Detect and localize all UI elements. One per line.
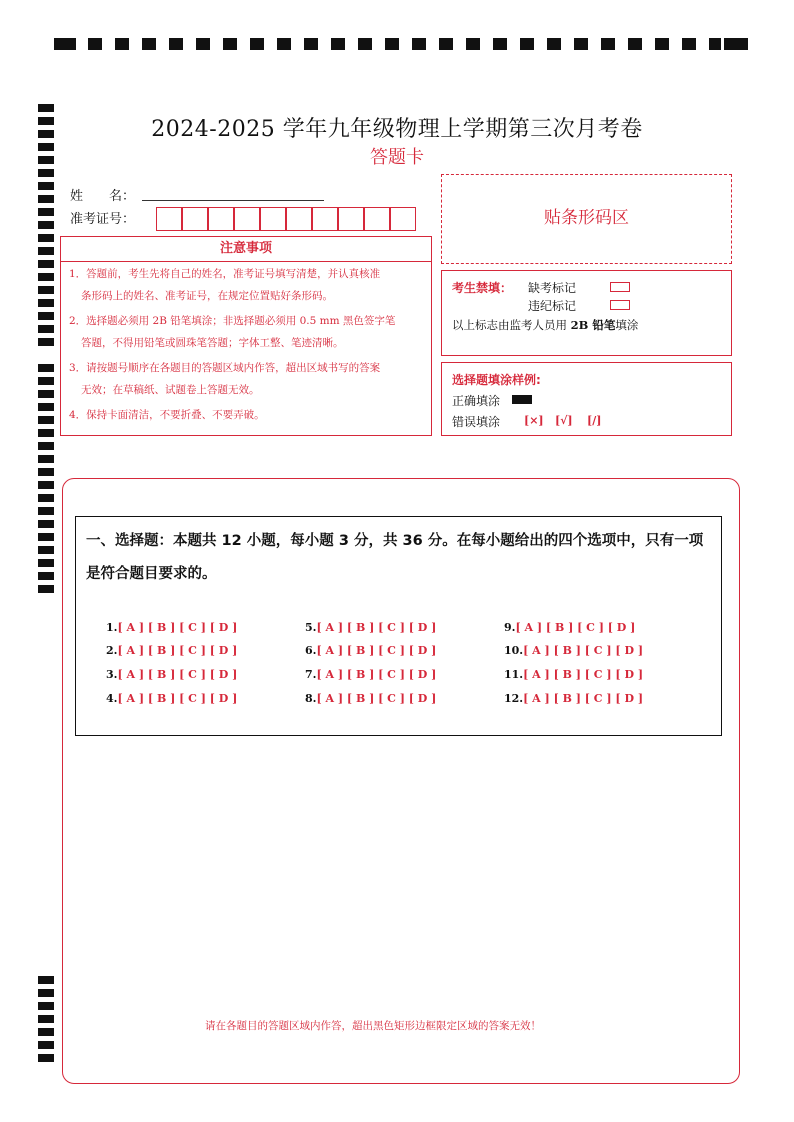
question-row-8[interactable] bbox=[305, 692, 436, 705]
timing-mark bbox=[38, 416, 54, 424]
notice-item-3 bbox=[69, 357, 425, 401]
question-options[interactable]: [ A ] [ B ] [ C ] [ D ] bbox=[117, 621, 238, 634]
question-number: 6. bbox=[305, 644, 317, 657]
timing-mark bbox=[38, 455, 54, 463]
violation-label: 违纪标记 bbox=[528, 299, 577, 313]
timing-mark bbox=[38, 208, 54, 216]
exam-id-cell[interactable] bbox=[234, 207, 260, 231]
name-label: 姓 名： bbox=[70, 189, 136, 204]
prohibit-note-bold: 2B 铅笔 bbox=[570, 318, 616, 332]
timing-mark bbox=[115, 38, 129, 50]
absent-mark-box[interactable] bbox=[610, 282, 630, 292]
timing-mark bbox=[38, 585, 54, 593]
timing-mark bbox=[38, 989, 54, 997]
timing-mark bbox=[601, 38, 615, 50]
question-row-12[interactable] bbox=[504, 692, 643, 705]
timing-mark bbox=[38, 481, 54, 489]
timing-mark bbox=[38, 364, 54, 372]
notice-line: 条形码上的姓名、准考证号，在规定位置贴好条形码。 bbox=[81, 290, 333, 302]
question-options[interactable]: [ A ] [ B ] [ C ] [ D ] bbox=[523, 692, 644, 705]
timing-mark bbox=[38, 520, 54, 528]
timing-mark bbox=[439, 38, 453, 50]
notice-line: 4．保持卡面清洁，不要折叠、不要弄破。 bbox=[69, 409, 265, 421]
timing-mark bbox=[38, 572, 54, 580]
question-options[interactable]: [ A ] [ B ] [ C ] [ D ] bbox=[316, 692, 437, 705]
timing-mark bbox=[38, 468, 54, 476]
timing-mark bbox=[38, 507, 54, 515]
timing-mark bbox=[142, 38, 156, 50]
timing-mark bbox=[38, 338, 54, 346]
notice-item-1 bbox=[69, 263, 425, 307]
question-options[interactable]: [ A ] [ B ] [ C ] [ D ] bbox=[316, 668, 437, 681]
notice-item-2 bbox=[69, 310, 425, 354]
prohibit-note-prefix: 以上标志由监考人员用 bbox=[452, 318, 571, 332]
exam-id-cell[interactable] bbox=[390, 207, 416, 231]
page-title: 2024-2025 学年九年级物理上学期第三次月考卷 bbox=[151, 117, 643, 142]
notice-title: 注意事项 bbox=[61, 237, 431, 262]
question-number: 5. bbox=[305, 621, 317, 634]
timing-mark bbox=[574, 38, 588, 50]
question-row-11[interactable] bbox=[504, 668, 643, 681]
timing-mark bbox=[38, 312, 54, 320]
timing-mark bbox=[358, 38, 372, 50]
timing-mark bbox=[520, 38, 534, 50]
timing-mark bbox=[38, 182, 54, 190]
timing-mark bbox=[682, 38, 696, 50]
timing-mark bbox=[38, 494, 54, 502]
fill-sample-title: 选择题填涂样例: bbox=[452, 373, 541, 387]
fill-sample-box bbox=[441, 362, 732, 436]
question-number: 2. bbox=[106, 644, 118, 657]
timing-mark bbox=[54, 38, 76, 50]
timing-mark bbox=[38, 559, 54, 567]
timing-mark bbox=[38, 325, 54, 333]
exam-id-cell[interactable] bbox=[182, 207, 208, 231]
wrong-fill-label: 错误填涂 bbox=[452, 415, 501, 429]
question-number: 11. bbox=[504, 668, 524, 681]
question-options[interactable]: [ A ] [ B ] [ C ] [ D ] bbox=[117, 668, 238, 681]
timing-mark bbox=[38, 169, 54, 177]
timing-mark bbox=[38, 546, 54, 554]
timing-mark bbox=[466, 38, 480, 50]
notice-line: 答题，不得用铅笔或圆珠笔答题；字体工整、笔迹清晰。 bbox=[81, 337, 344, 349]
timing-mark bbox=[724, 38, 748, 50]
question-number: 4. bbox=[106, 692, 118, 705]
notice-line: 无效；在草稿纸、试题卷上答题无效。 bbox=[81, 384, 260, 396]
question-row-6[interactable] bbox=[305, 644, 436, 657]
timing-mark bbox=[38, 429, 54, 437]
footer-note: 请在各题目的答题区域内作答，超出黑色矩形边框限定区域的答案无效！ bbox=[205, 1020, 541, 1032]
barcode-area bbox=[441, 174, 732, 264]
exam-id-cell[interactable] bbox=[260, 207, 286, 231]
timing-mark bbox=[38, 976, 54, 984]
exam-id-cell[interactable] bbox=[286, 207, 312, 231]
exam-id-cell[interactable] bbox=[156, 207, 182, 231]
timing-mark bbox=[38, 1041, 54, 1049]
timing-mark bbox=[38, 377, 54, 385]
question-number: 7. bbox=[305, 668, 317, 681]
name-input-line[interactable] bbox=[142, 200, 324, 201]
notice-line: 2．选择题必须用 2B 铅笔填涂；非选择题必须用 0.5 mm 黑色签字笔 bbox=[69, 315, 396, 327]
question-options[interactable]: [ A ] [ B ] [ C ] [ D ] bbox=[117, 692, 238, 705]
timing-mark bbox=[223, 38, 237, 50]
prohibit-note bbox=[452, 317, 638, 333]
timing-mark bbox=[412, 38, 426, 50]
timing-mark bbox=[38, 104, 54, 112]
timing-mark bbox=[628, 38, 642, 50]
question-number: 1. bbox=[106, 621, 118, 634]
timing-mark bbox=[331, 38, 345, 50]
section1-intro: 一、选择题：本题共 12 小题，每小题 3 分，共 36 分。在每小题给出的四个选项中，只有一项是符合题目要求的。 bbox=[86, 533, 704, 582]
exam-id-cell[interactable] bbox=[208, 207, 234, 231]
timing-mark bbox=[38, 221, 54, 229]
timing-mark bbox=[38, 533, 54, 541]
question-row-2[interactable] bbox=[106, 644, 237, 657]
timing-mark bbox=[709, 38, 721, 50]
notice-box bbox=[60, 236, 432, 436]
notice-line: 1．答题前，考生先将自己的姓名，准考证号填写清楚，并认真核准 bbox=[69, 268, 381, 280]
correct-fill-label: 正确填涂 bbox=[452, 394, 501, 408]
notice-item-4 bbox=[69, 404, 425, 426]
timing-mark bbox=[250, 38, 264, 50]
timing-mark bbox=[493, 38, 507, 50]
page-subtitle: 答题卡 bbox=[370, 147, 424, 168]
timing-mark bbox=[38, 390, 54, 398]
question-options[interactable]: [ A ] [ B ] [ C ] [ D ] bbox=[316, 621, 437, 634]
wrong-fill-sample-1: [×] bbox=[524, 414, 544, 427]
question-row-5[interactable] bbox=[305, 621, 436, 634]
timing-mark bbox=[304, 38, 318, 50]
timing-mark bbox=[38, 1054, 54, 1062]
wrong-fill-sample-3: [/] bbox=[587, 414, 602, 427]
timing-mark bbox=[38, 234, 54, 242]
question-row-3[interactable] bbox=[106, 668, 237, 681]
prohibit-title: 考生禁填： bbox=[452, 281, 513, 295]
question-row-1[interactable] bbox=[106, 621, 237, 634]
correct-fill-sample bbox=[512, 395, 532, 404]
question-number: 8. bbox=[305, 692, 317, 705]
timing-mark bbox=[277, 38, 291, 50]
violation-mark-box[interactable] bbox=[610, 300, 630, 310]
question-number: 3. bbox=[106, 668, 118, 681]
notice-line: 3．请按题号顺序在各题目的答题区域内作答，超出区域书写的答案 bbox=[69, 362, 381, 374]
question-row-10[interactable] bbox=[504, 644, 643, 657]
timing-mark bbox=[547, 38, 561, 50]
question-row-7[interactable] bbox=[305, 668, 436, 681]
question-number: 12. bbox=[504, 692, 524, 705]
question-options[interactable]: [ A ] [ B ] [ C ] [ D ] bbox=[316, 644, 437, 657]
exam-id-label: 准考证号： bbox=[70, 212, 136, 227]
question-number: 10. bbox=[504, 644, 524, 657]
timing-mark bbox=[38, 260, 54, 268]
timing-mark bbox=[385, 38, 399, 50]
question-number: 9. bbox=[504, 621, 516, 634]
exam-id-cell[interactable] bbox=[338, 207, 364, 231]
question-options[interactable]: [ A ] [ B ] [ C ] [ D ] bbox=[515, 621, 636, 634]
timing-mark bbox=[38, 1002, 54, 1010]
timing-mark bbox=[38, 286, 54, 294]
timing-mark bbox=[38, 442, 54, 450]
exam-id-cell[interactable] bbox=[312, 207, 338, 231]
question-options[interactable]: [ A ] [ B ] [ C ] [ D ] bbox=[523, 668, 644, 681]
question-options[interactable]: [ A ] [ B ] [ C ] [ D ] bbox=[523, 644, 644, 657]
timing-mark bbox=[38, 403, 54, 411]
timing-mark bbox=[88, 38, 102, 50]
absent-label: 缺考标记 bbox=[528, 281, 577, 295]
timing-mark bbox=[38, 273, 54, 281]
timing-mark bbox=[196, 38, 210, 50]
prohibit-note-suffix: 填涂 bbox=[615, 318, 639, 332]
barcode-area-label: 贴条形码区 bbox=[544, 208, 629, 228]
question-row-4[interactable] bbox=[106, 692, 237, 705]
timing-mark bbox=[38, 247, 54, 255]
timing-mark bbox=[38, 195, 54, 203]
timing-mark bbox=[38, 299, 54, 307]
timing-mark bbox=[655, 38, 669, 50]
prohibit-box bbox=[441, 270, 732, 356]
timing-mark bbox=[169, 38, 183, 50]
exam-id-cell[interactable] bbox=[364, 207, 390, 231]
question-row-9[interactable] bbox=[504, 621, 635, 634]
wrong-fill-sample-2: [√] bbox=[555, 414, 573, 427]
question-options[interactable]: [ A ] [ B ] [ C ] [ D ] bbox=[117, 644, 238, 657]
